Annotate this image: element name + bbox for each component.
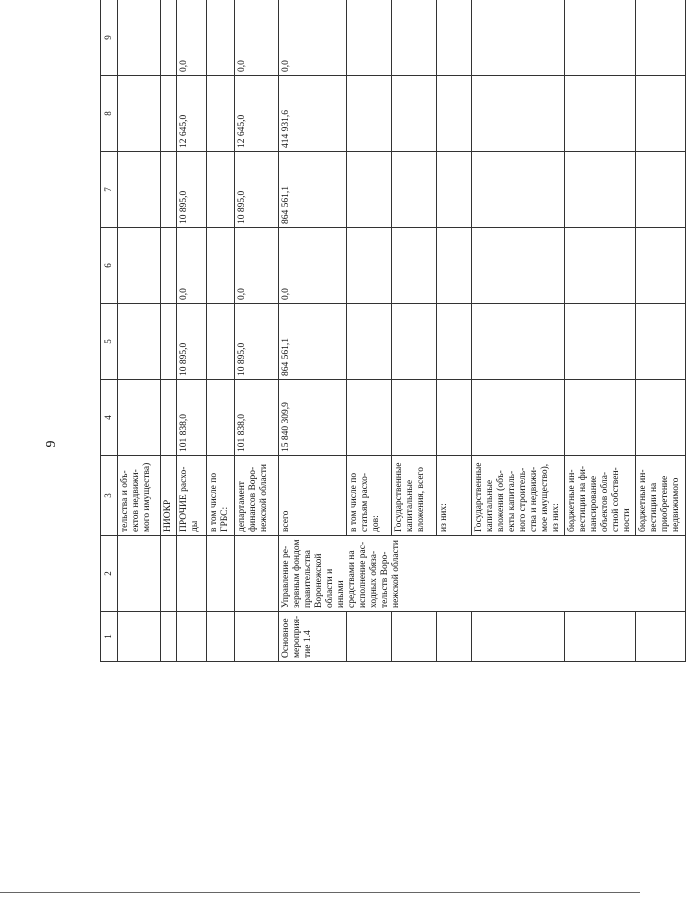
value-cell	[565, 152, 636, 228]
value-cell	[472, 380, 565, 456]
page-number: 9	[44, 440, 59, 448]
event-name-cell	[118, 536, 161, 612]
column-number: 6	[101, 228, 118, 304]
value-cell: 864 561,1	[279, 304, 347, 380]
table-row	[207, 0, 235, 662]
expense-item-cell: Государственные капитальные вложения, всего	[392, 456, 437, 536]
value-cell	[118, 380, 161, 456]
table-row	[161, 0, 177, 662]
expense-item-cell: департамент финансов Воро-нежской области	[235, 456, 279, 536]
value-cell	[472, 228, 565, 304]
budget-table	[100, 0, 686, 662]
table-row	[177, 0, 207, 662]
value-cell	[207, 76, 235, 152]
value-cell	[437, 152, 472, 228]
value-cell: 12 645,0	[235, 76, 279, 152]
table-row	[118, 0, 161, 662]
value-cell	[118, 0, 161, 76]
event-code-cell	[437, 612, 472, 662]
value-cell	[565, 304, 636, 380]
value-cell	[207, 380, 235, 456]
value-cell: 10 895,0	[235, 304, 279, 380]
value-cell	[207, 228, 235, 304]
event-code-cell	[565, 612, 636, 662]
value-cell	[161, 304, 177, 380]
value-cell	[161, 380, 177, 456]
value-cell	[437, 304, 472, 380]
rotated-table-container	[100, 26, 681, 662]
value-cell	[118, 304, 161, 380]
value-cell	[636, 152, 686, 228]
value-cell: 10 895,0	[177, 304, 207, 380]
value-cell	[347, 304, 392, 380]
expense-item-cell: тельства и объ-ектов недвижи-мого имущества)	[118, 456, 161, 536]
value-cell	[472, 76, 565, 152]
event-code-cell	[118, 612, 161, 662]
value-cell	[347, 76, 392, 152]
table-row	[279, 0, 347, 662]
value-cell: 15 840 309,9	[279, 380, 347, 456]
value-cell	[347, 0, 392, 76]
value-cell: 10 895,0	[235, 152, 279, 228]
value-cell: 101 838,0	[177, 380, 207, 456]
column-number: 2	[101, 536, 118, 612]
event-code-cell	[177, 612, 207, 662]
value-cell: 12 645,0	[177, 76, 207, 152]
expense-item-cell: бюджетные ин-вестиции на приобретение недвижимого	[636, 456, 686, 536]
column-number: 8	[101, 76, 118, 152]
value-cell	[636, 304, 686, 380]
event-code-cell	[472, 612, 565, 662]
value-cell	[207, 0, 235, 76]
value-cell	[636, 0, 686, 76]
value-cell	[347, 380, 392, 456]
value-cell: 864 561,1	[279, 152, 347, 228]
value-cell	[472, 152, 565, 228]
value-cell: 0,0	[235, 228, 279, 304]
table-row	[235, 0, 279, 662]
value-cell: 0,0	[235, 0, 279, 76]
value-cell: 101 838,0	[235, 380, 279, 456]
expense-item-cell: в том числе по ГРБС:	[207, 456, 235, 536]
column-number: 4	[101, 380, 118, 456]
value-cell	[437, 0, 472, 76]
value-cell	[472, 0, 565, 76]
value-cell	[118, 228, 161, 304]
expense-item-cell: ПРОЧИЕ расхо-ды	[177, 456, 207, 536]
value-cell	[392, 304, 437, 380]
column-number: 1	[101, 612, 118, 662]
expense-item-cell: бюджетные ин-вестиции на фи-нансирование объектов обла-стной собствен-ности	[565, 456, 636, 536]
value-cell	[565, 228, 636, 304]
event-name-cell	[177, 536, 207, 612]
value-cell	[392, 152, 437, 228]
scan-edge-line	[0, 892, 640, 893]
event-code-cell: Основное мероприя-тие 1.4	[279, 612, 347, 662]
expense-item-cell: в том числе по статьям расхо-дов:	[347, 456, 392, 536]
value-cell	[347, 228, 392, 304]
value-cell: 0,0	[279, 0, 347, 76]
value-cell: 0,0	[279, 228, 347, 304]
event-code-cell	[636, 612, 686, 662]
value-cell	[118, 76, 161, 152]
value-cell	[437, 76, 472, 152]
column-number: 9	[101, 0, 118, 76]
value-cell	[161, 76, 177, 152]
column-number-row	[101, 0, 118, 662]
event-code-cell	[235, 612, 279, 662]
value-cell	[392, 0, 437, 76]
expense-item-cell: НИОКР	[161, 456, 177, 536]
expense-item-cell: Государственные капитальные вложения (объ-екты капиталь-ного строитель-ства и недвижи-мое имущество), из них:	[472, 456, 565, 536]
value-cell	[636, 380, 686, 456]
value-cell	[118, 152, 161, 228]
value-cell	[207, 304, 235, 380]
event-code-cell	[207, 612, 235, 662]
value-cell	[565, 380, 636, 456]
value-cell	[565, 0, 636, 76]
value-cell: 0,0	[177, 0, 207, 76]
value-cell	[392, 76, 437, 152]
event-code-cell	[392, 612, 437, 662]
value-cell: 10 895,0	[177, 152, 207, 228]
event-name-cell: Управление ре-зервным фондом правительства Воронежской области и иными средствами на исполнение рас-ходных обяза-тельств Воро-нежской области	[279, 536, 686, 612]
event-code-cell	[161, 612, 177, 662]
expense-item-cell: всего	[279, 456, 347, 536]
column-number: 3	[101, 456, 118, 536]
value-cell	[472, 304, 565, 380]
value-cell	[392, 228, 437, 304]
value-cell: 414 931,6	[279, 76, 347, 152]
event-name-cell	[207, 536, 235, 612]
event-name-cell	[235, 536, 279, 612]
expense-item-cell: из них:	[437, 456, 472, 536]
value-cell	[437, 380, 472, 456]
value-cell	[437, 228, 472, 304]
value-cell	[347, 152, 392, 228]
value-cell	[161, 152, 177, 228]
value-cell	[161, 228, 177, 304]
event-name-cell	[161, 536, 177, 612]
value-cell	[636, 228, 686, 304]
event-code-cell	[347, 612, 392, 662]
value-cell	[636, 76, 686, 152]
value-cell: 0,0	[177, 228, 207, 304]
value-cell	[207, 152, 235, 228]
value-cell	[161, 0, 177, 76]
value-cell	[565, 76, 636, 152]
value-cell	[392, 380, 437, 456]
column-number: 5	[101, 304, 118, 380]
column-number: 7	[101, 152, 118, 228]
